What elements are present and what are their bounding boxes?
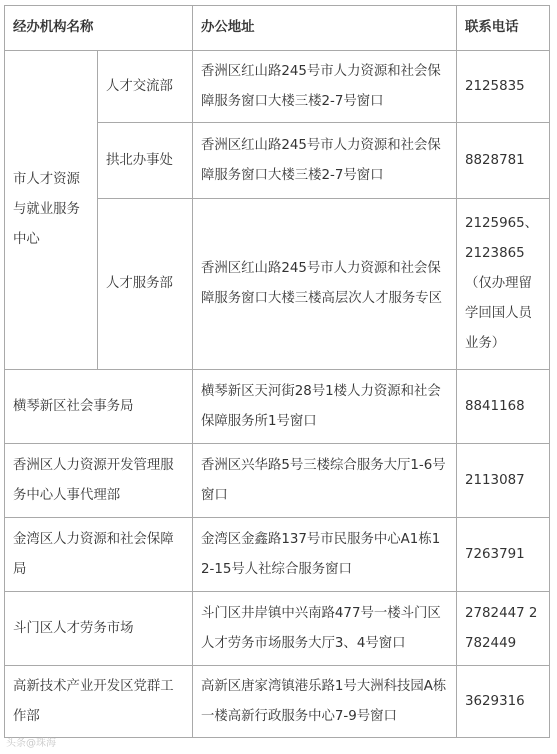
agency-contact-table <box>4 5 550 738</box>
phone-cell: 2113087 <box>457 444 550 518</box>
address-cell: 香洲区红山路245号市人力资源和社会保障服务窗口大楼三楼2-7号窗口 <box>193 51 457 123</box>
agency-name: 高新技术产业开发区党群工作部 <box>5 666 193 738</box>
header-row <box>5 6 550 51</box>
department-name: 人才服务部 <box>98 199 193 370</box>
header-address: 办公地址 <box>193 6 457 51</box>
address-cell: 香洲区红山路245号市人力资源和社会保障服务窗口大楼三楼高层次人才服务专区 <box>193 199 457 370</box>
address-cell: 香洲区红山路245号市人力资源和社会保障服务窗口大楼三楼2-7号窗口 <box>193 123 457 199</box>
agency-name: 金湾区人力资源和社会保障局 <box>5 518 193 592</box>
header-agency: 经办机构名称 <box>5 6 193 51</box>
phone-numbers: 2125965、2123865 <box>465 216 539 261</box>
table-row <box>5 444 550 518</box>
phone-cell: 2125835 <box>457 51 550 123</box>
phone-cell: 8828781 <box>457 123 550 199</box>
address-cell: 横琴新区天河街28号1楼人力资源和社会保障服务所1号窗口 <box>193 370 457 444</box>
department-name: 人才交流部 <box>98 51 193 123</box>
address-cell: 高新区唐家湾镇港乐路1号大洲科技园A栋一楼高新行政服务中心7-9号窗口 <box>193 666 457 738</box>
agency-name: 横琴新区社会事务局 <box>5 370 193 444</box>
table-row <box>5 518 550 592</box>
agency-name: 香洲区人力资源开发管理服务中心人事代理部 <box>5 444 193 518</box>
center-name: 市人才资源与就业服务中心 <box>5 51 98 370</box>
table-row <box>5 370 550 444</box>
address-cell: 金湾区金鑫路137号市民服务中心A1栋12-15号人社综合服务窗口 <box>193 518 457 592</box>
department-name: 拱北办事处 <box>98 123 193 199</box>
table-row <box>5 666 550 738</box>
agency-name: 斗门区人才劳务市场 <box>5 592 193 666</box>
phone-cell <box>457 199 550 370</box>
address-cell: 香洲区兴华路5号三楼综合服务大厅1-6号窗口 <box>193 444 457 518</box>
phone-cell: 3629316 <box>457 666 550 738</box>
address-cell: 斗门区井岸镇中兴南路477号一楼斗门区人才劳务市场服务大厅3、4号窗口 <box>193 592 457 666</box>
phone-cell: 2782447 2782449 <box>457 592 550 666</box>
phone-cell: 8841168 <box>457 370 550 444</box>
phone-note: （仅办理留学回国人员业务） <box>465 276 532 351</box>
table-row <box>5 51 550 123</box>
watermark: 头条@珠海 <box>6 738 56 749</box>
header-phone: 联系电话 <box>457 6 550 51</box>
phone-cell: 7263791 <box>457 518 550 592</box>
table-row <box>5 592 550 666</box>
